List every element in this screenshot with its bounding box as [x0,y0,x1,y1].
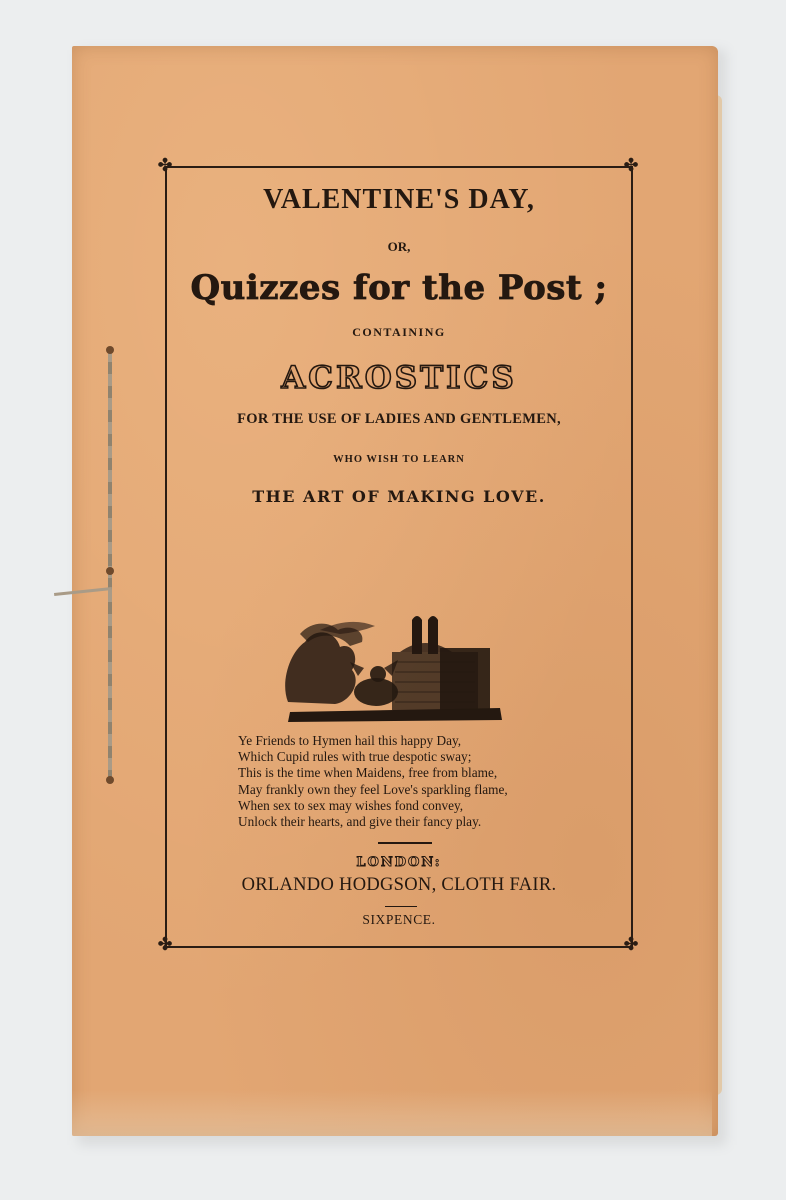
poem-line: This is the time when Maidens, free from blame, [238,765,498,781]
art-of-love-line: THE ART OF MAKING LOVE. [252,487,546,506]
publisher-line: ORLANDO HODGSON, CLOTH FAIR. [241,875,557,895]
cupid-woodcut-illustration [280,612,506,724]
stitch-hole [106,567,114,575]
imprint-city: LONDON: [356,855,442,870]
containing-line: CONTAINING [352,325,446,339]
acrostics-heading: ACROSTICS [281,360,517,396]
poem-line: When sex to sex may wishes fond convey, [238,797,464,813]
binding-thread [108,350,112,780]
poem-line: Which Cupid rules with true despotic sway; [238,749,472,765]
stitch-hole [106,776,114,784]
poem-line: Ye Friends to Hymen hail this happy Day, [238,733,462,748]
poem-line: Unlock their hearts, and give their fancy play. [238,814,482,830]
for-use-line: FOR THE USE OF LADIES AND GENTLEMEN, [237,411,561,427]
fleuron-icon: ✤ [623,155,639,176]
divider-rule [378,842,432,844]
divider-rule-small [385,906,417,907]
fleuron-icon: ✤ [623,934,639,955]
fleuron-icon: ✤ [157,155,173,176]
stitch-hole [106,346,114,354]
or-line: OR, [387,239,411,254]
who-wish-line: WHO WISH TO LEARN [333,454,465,465]
poem [238,733,578,830]
fleuron-icon: ✤ [157,934,173,955]
cover-subtitle: Quizzes for the Post ; [190,268,608,308]
cover-title: VALENTINE'S DAY, [263,184,535,215]
price-line: SIXPENCE. [362,912,436,927]
poem-line: May frankly own they feel Love's sparkling flame, [238,781,508,797]
